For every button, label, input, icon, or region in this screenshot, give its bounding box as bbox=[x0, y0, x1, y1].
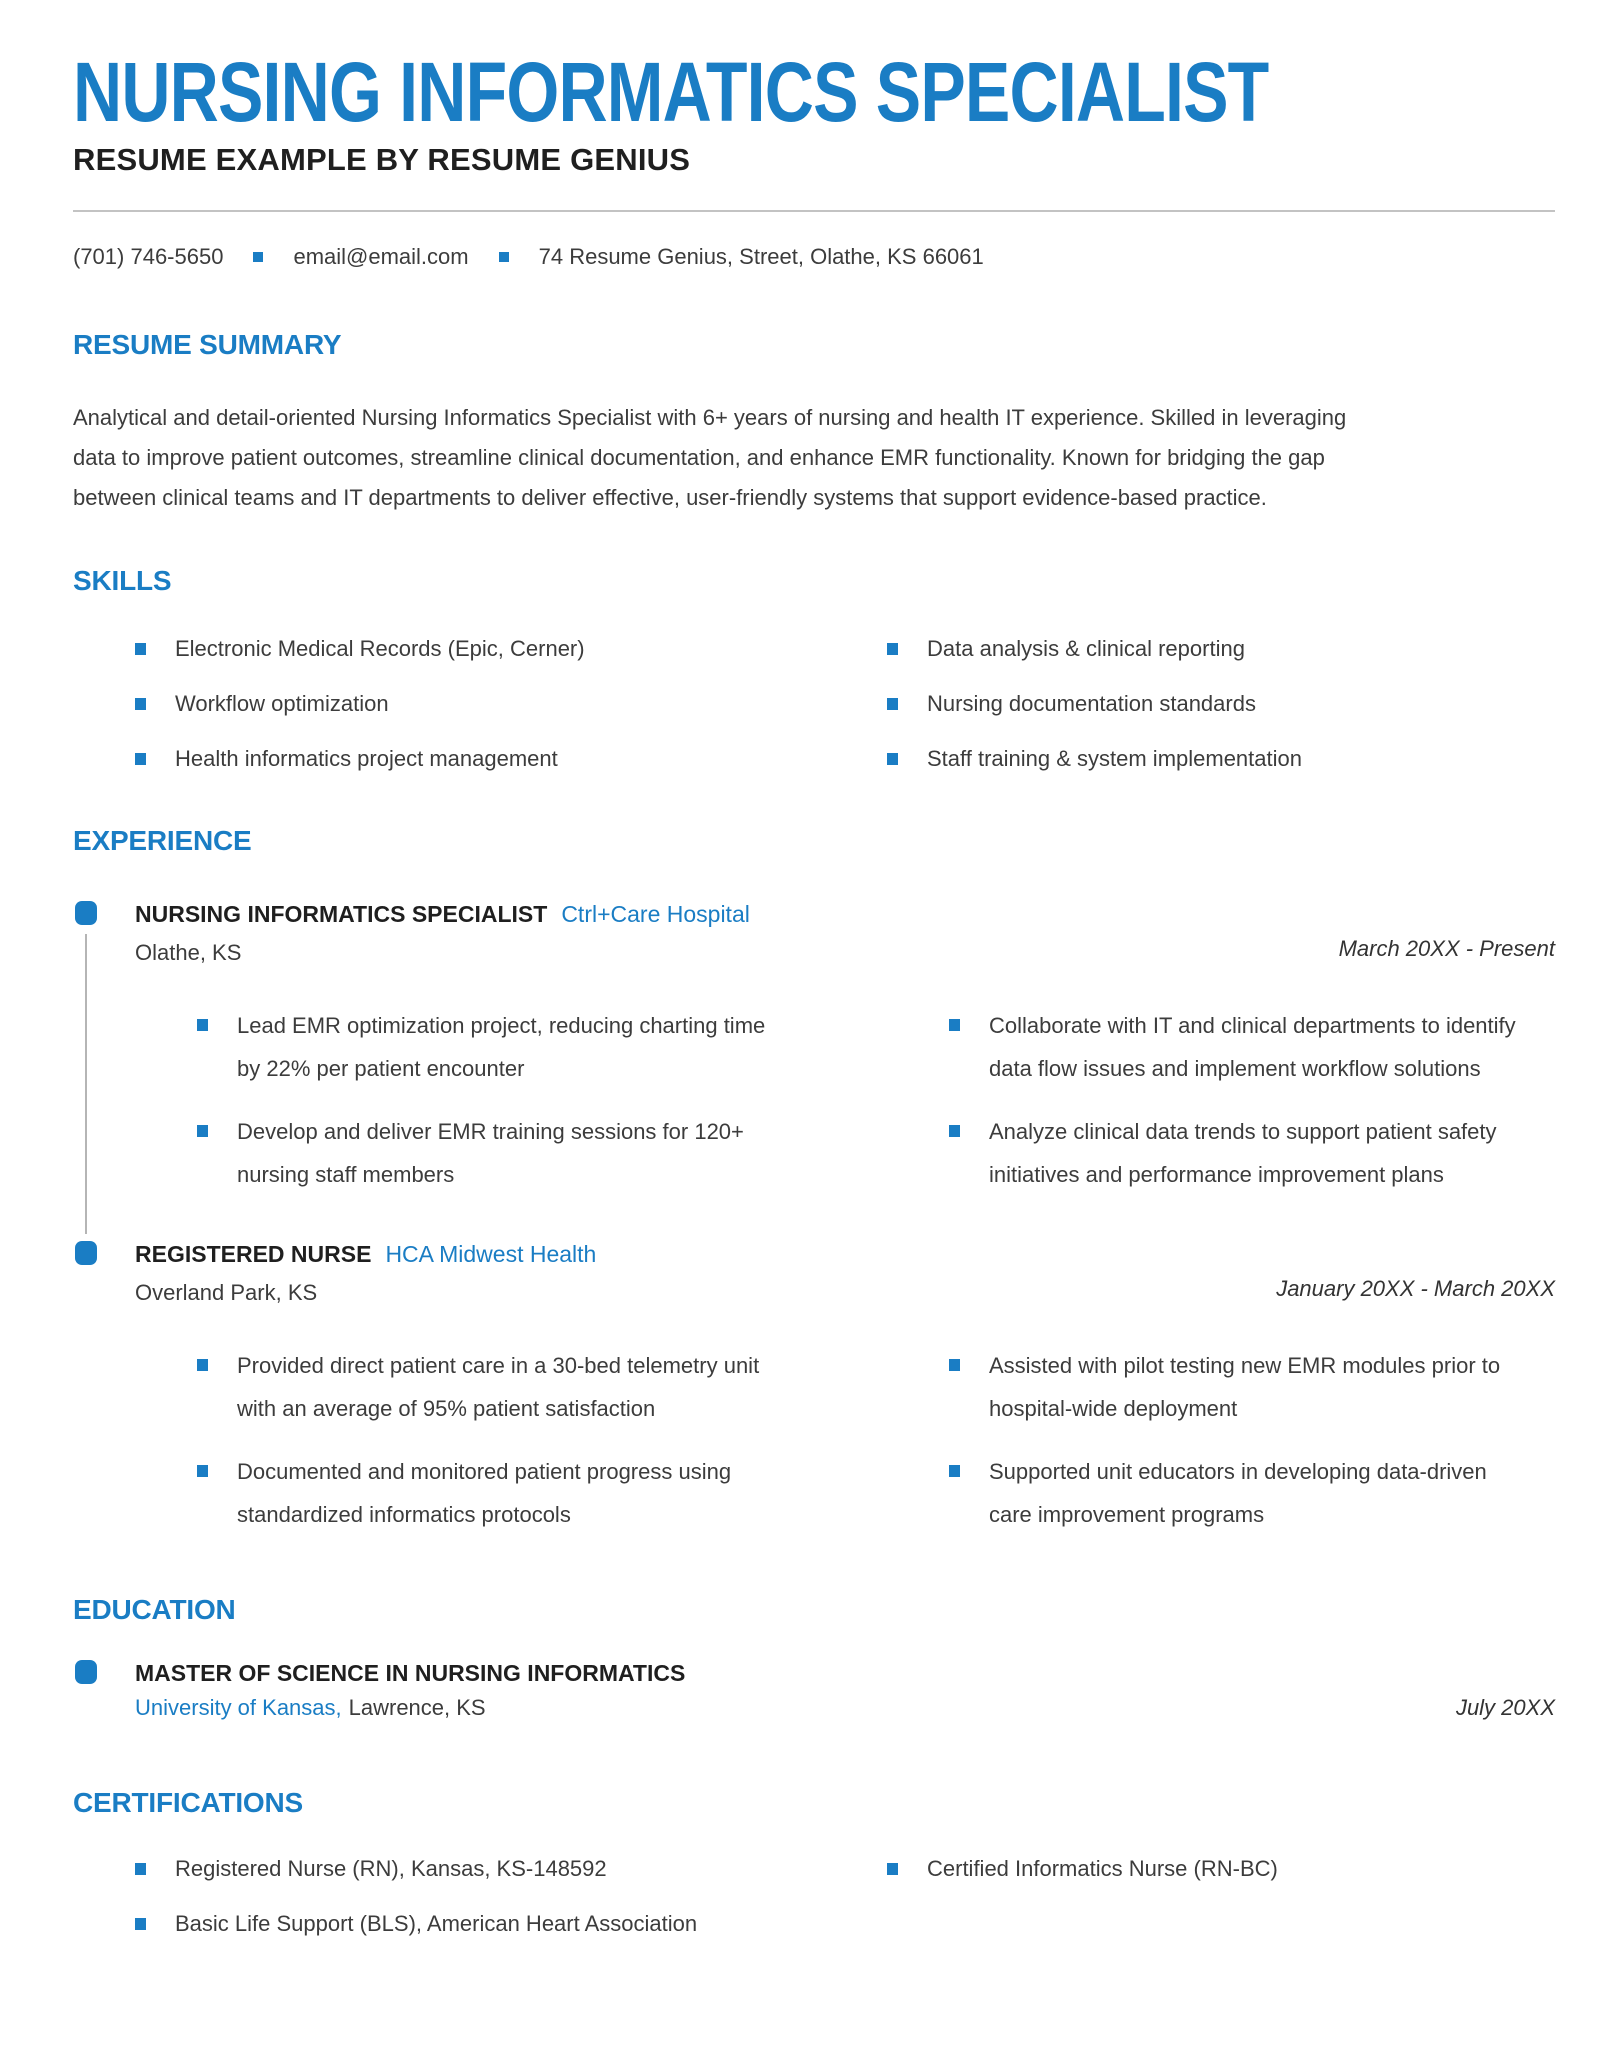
job-bullets-left bbox=[135, 1344, 949, 1536]
job-location: Olathe, KS bbox=[135, 940, 242, 965]
list-item bbox=[197, 1450, 949, 1536]
separator-square-icon bbox=[499, 252, 509, 262]
certifications-columns bbox=[73, 1854, 1555, 1939]
bullet-square-icon bbox=[135, 753, 146, 765]
job-bullet-columns bbox=[135, 1004, 1555, 1196]
page-title: NURSING INFORMATICS SPECIALIST bbox=[73, 45, 1269, 139]
skills-list-right bbox=[887, 634, 1555, 774]
job-bullet-columns bbox=[135, 1344, 1555, 1536]
contact-phone: (701) 746-5650 bbox=[73, 244, 224, 269]
bullet-text: Assisted with pilot testing new EMR modules prior to hospital-wide deployment bbox=[989, 1353, 1501, 1421]
section-heading-certifications: CERTIFICATIONS bbox=[73, 1787, 304, 1818]
job-company-link: Ctrl+Care Hospital bbox=[561, 901, 750, 927]
job-title-line bbox=[135, 1238, 1555, 1274]
section-resume-summary bbox=[73, 328, 1555, 518]
section-skills bbox=[73, 564, 1555, 774]
summary-text: Analytical and detail-oriented Nursing Informatics Specialist with 6+ years of nursing and health IT experience. Skilled in leveraging data to improve patient outcomes, streamline clinical documentation, and enhance EMR functionality. Known for bridging the gap between clinical teams and IT departments to deliver effective, user-friendly systems that support evidence-based practice. bbox=[73, 405, 1347, 510]
skill-text: Electronic Medical Records (Epic, Cerner) bbox=[175, 636, 585, 661]
section-heading-education: EDUCATION bbox=[73, 1594, 236, 1625]
bullet-square-icon bbox=[135, 1863, 146, 1875]
bullet-square-icon bbox=[887, 698, 898, 710]
school-location: Lawrence, KS bbox=[348, 1695, 486, 1720]
list-item bbox=[135, 634, 887, 664]
list-item bbox=[197, 1110, 949, 1196]
bullet-square-icon bbox=[135, 1918, 146, 1930]
bullet-square-icon bbox=[197, 1359, 208, 1371]
list-item bbox=[949, 1110, 1555, 1196]
bullet-square-icon bbox=[135, 698, 146, 710]
job-title: REGISTERED NURSE bbox=[135, 1241, 372, 1267]
bullet-square-icon bbox=[949, 1019, 960, 1031]
list-item bbox=[949, 1344, 1555, 1430]
list-item bbox=[887, 1854, 1555, 1884]
list-item bbox=[887, 744, 1555, 774]
experience-entry bbox=[73, 898, 1555, 1196]
bullet-square-icon bbox=[887, 643, 898, 655]
bullet-square-icon bbox=[949, 1125, 960, 1137]
job-location: Overland Park, KS bbox=[135, 1280, 318, 1305]
job-bullets-left bbox=[135, 1004, 949, 1196]
list-item bbox=[135, 744, 887, 774]
bullet-text: Analyze clinical data trends to support patient safety initiatives and performance improvement plans bbox=[989, 1119, 1497, 1187]
contact-row bbox=[73, 242, 1555, 272]
school-line bbox=[135, 1689, 1555, 1727]
education-entry bbox=[73, 1657, 1555, 1727]
list-item bbox=[135, 1854, 887, 1884]
certification-text: Registered Nurse (RN), Kansas, KS-148592 bbox=[175, 1856, 607, 1881]
certification-text: Certified Informatics Nurse (RN-BC) bbox=[927, 1856, 1278, 1881]
separator-square-icon bbox=[253, 252, 263, 262]
bullet-square-icon bbox=[135, 643, 146, 655]
bullet-text: Supported unit educators in developing data-driven care improvement programs bbox=[989, 1459, 1487, 1527]
bullet-square-icon bbox=[887, 753, 898, 765]
skill-text: Workflow optimization bbox=[175, 691, 389, 716]
job-bullets-right bbox=[949, 1004, 1555, 1196]
skill-text: Nursing documentation standards bbox=[927, 691, 1256, 716]
bullet-text: Documented and monitored patient progress using standardized informatics protocols bbox=[237, 1459, 732, 1527]
job-dates: January 20XX - March 20XX bbox=[1276, 1276, 1555, 1301]
bullet-text: Lead EMR optimization project, reducing charting time by 22% per patient encounter bbox=[237, 1013, 766, 1081]
section-education bbox=[73, 1593, 1555, 1727]
list-item bbox=[887, 634, 1555, 664]
job-title: NURSING INFORMATICS SPECIALIST bbox=[135, 901, 548, 927]
list-item bbox=[135, 689, 887, 719]
skill-text: Staff training & system implementation bbox=[927, 746, 1302, 771]
job-company-link: HCA Midwest Health bbox=[385, 1241, 597, 1267]
bullet-square-icon bbox=[197, 1125, 208, 1137]
list-item bbox=[135, 1909, 887, 1939]
bullet-text: Provided direct patient care in a 30-bed telemetry unit with an average of 95% patient satisfaction bbox=[237, 1353, 760, 1421]
certifications-list-right bbox=[887, 1854, 1555, 1939]
section-heading-experience: EXPERIENCE bbox=[73, 825, 252, 856]
timeline-line bbox=[85, 934, 87, 1234]
section-heading-skills: SKILLS bbox=[73, 565, 172, 596]
list-item bbox=[887, 689, 1555, 719]
header-divider bbox=[73, 210, 1555, 212]
section-experience bbox=[73, 824, 1555, 1536]
skills-list-left bbox=[73, 634, 887, 774]
skill-text: Health informatics project management bbox=[175, 746, 558, 771]
bullet-square-icon bbox=[887, 1863, 898, 1875]
section-certifications bbox=[73, 1786, 1555, 1939]
education-dates: July 20XX bbox=[1455, 1695, 1555, 1720]
page-subtitle: RESUME EXAMPLE BY RESUME GENIUS bbox=[73, 142, 691, 177]
school-link: University of Kansas, bbox=[135, 1695, 342, 1720]
job-dates: March 20XX - Present bbox=[1338, 936, 1555, 961]
bullet-square-icon bbox=[949, 1359, 960, 1371]
bullet-square-icon bbox=[197, 1019, 208, 1031]
certifications-list-left bbox=[73, 1854, 887, 1939]
certification-text: Basic Life Support (BLS), American Heart Association bbox=[175, 1911, 698, 1936]
list-item bbox=[949, 1450, 1555, 1536]
list-item bbox=[197, 1344, 949, 1430]
bullet-text: Collaborate with IT and clinical departments to identify data flow issues and implement workflow solutions bbox=[989, 1013, 1516, 1081]
skill-text: Data analysis & clinical reporting bbox=[927, 636, 1245, 661]
job-title-line bbox=[135, 898, 1555, 934]
job-bullets-right bbox=[949, 1344, 1555, 1536]
contact-address: 74 Resume Genius, Street, Olathe, KS 66061 bbox=[538, 244, 984, 269]
degree-title: MASTER OF SCIENCE IN NURSING INFORMATICS bbox=[135, 1660, 686, 1686]
list-item bbox=[949, 1004, 1555, 1090]
bullet-square-icon bbox=[949, 1465, 960, 1477]
section-heading-summary: RESUME SUMMARY bbox=[73, 329, 342, 360]
timeline-marker-icon bbox=[75, 1660, 97, 1684]
timeline-marker-icon bbox=[75, 1241, 97, 1265]
experience-entry bbox=[73, 1238, 1555, 1536]
timeline-marker-icon bbox=[75, 901, 97, 925]
resume-header bbox=[73, 45, 1555, 272]
list-item bbox=[197, 1004, 949, 1090]
skills-columns bbox=[73, 634, 1555, 774]
bullet-square-icon bbox=[197, 1465, 208, 1477]
bullet-text: Develop and deliver EMR training sessions for 120+ nursing staff members bbox=[237, 1119, 744, 1187]
contact-email: email@email.com bbox=[293, 244, 469, 269]
